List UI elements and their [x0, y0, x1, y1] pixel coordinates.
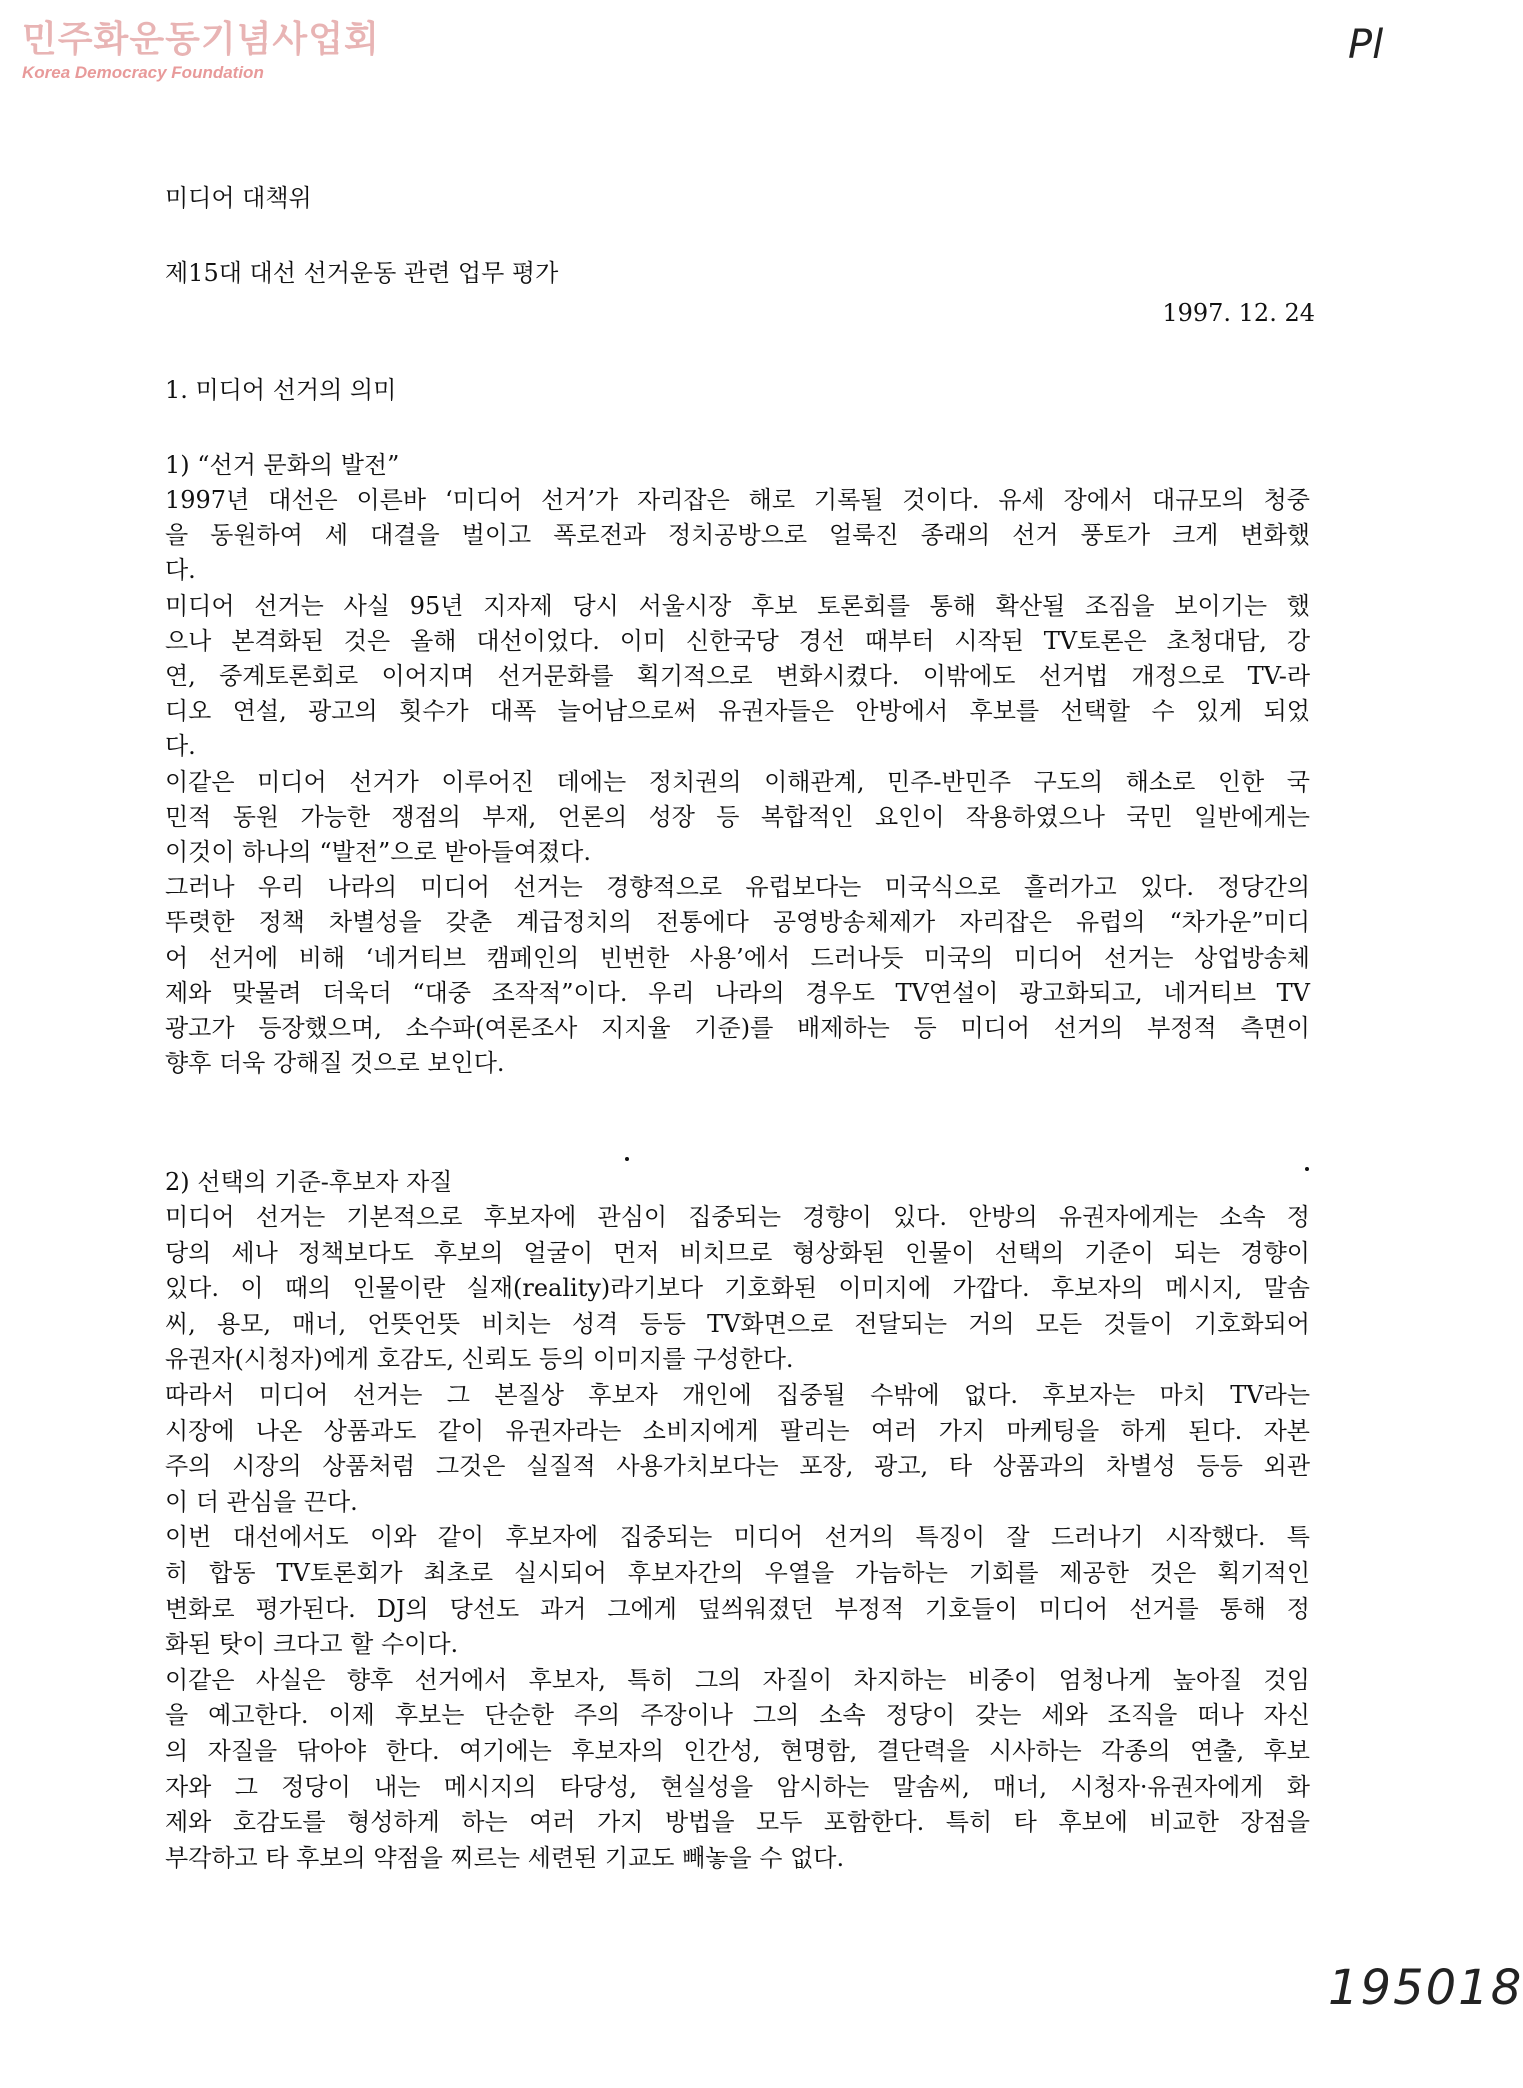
paragraph-line: 이같은 사실은 향후 선거에서 후보자, 특히 그의 자질이 차지하는 비중이 엄청나게 높아질 것임 [165, 1665, 1310, 1694]
paragraph-line: 이번 대선에서도 이와 같이 후보자에 집중되는 미디어 선거의 특징이 잘 드러나기 시작했다. 특 [165, 1523, 1310, 1552]
paragraph-line: 으나 본격화된 것은 올해 대선이었다. 이미 신한국당 경선 때부터 시작된 TV토론은 초청대담, 강 [165, 626, 1310, 655]
document-dept: 미디어 대책위 [165, 184, 312, 212]
watermark-logo [22, 18, 380, 84]
paragraph-line: 화된 탓이 크다고 할 수이다. [165, 1630, 459, 1659]
scan-speck [625, 1157, 629, 1161]
paragraph-line: 뚜렷한 정책 차별성을 갖춘 계급정치의 전통에다 공영방송체제가 자리잡은 유럽의 “차가운”미디 [165, 908, 1310, 937]
paragraph-line: 히 합동 TV토론회가 최초로 실시되어 후보자간의 우열을 가늠하는 기회를 제공한 것은 획기적인 [165, 1559, 1310, 1587]
paragraph-line: 1997년 대선은 이른바 ‘미디어 선거’가 자리잡은 해로 기록될 것이다. 유세 장에서 대규모의 청중 [165, 486, 1310, 514]
paragraph-line: 따라서 미디어 선거는 그 본질상 후보자 개인에 집중될 수밖에 없다. 후보자는 마치 TV라는 [165, 1381, 1310, 1409]
sub1-heading: 1) “선거 문화의 발전” [165, 451, 400, 479]
paragraph-line: 을 예고한다. 이제 후보는 단순한 주의 주장이나 그의 소속 정당이 갖는 세와 조직을 떠나 자신 [165, 1701, 1310, 1730]
paragraph-line: 연, 중계토론회로 이어지며 선거문화를 획기적으로 변화시켰다. 이밖에도 선거법 개정으로 TV-라 [165, 662, 1310, 690]
paragraph-line: 이것이 하나의 “발전”으로 받아들여졌다. [165, 838, 591, 866]
paragraph-line: 유권자(시청자)에게 호감도, 신뢰도 등의 이미지를 구성한다. [165, 1345, 794, 1374]
paragraph-line: 미디어 선거는 사실 95년 지자제 당시 서울시장 후보 토론회를 통해 확산될 조짐을 보이기는 했 [165, 591, 1310, 620]
paragraph-line: 주의 시장의 상품처럼 그것은 실질적 사용가치보다는 포장, 광고, 타 상품과의 차별성 등등 외관 [165, 1452, 1310, 1481]
paragraph-line: 있다. 이 때의 인물이란 실재(reality)라기보다 기호화된 이미지에 가깝다. 후보자의 메시지, 말솜 [165, 1274, 1310, 1303]
watermark-english: Korea Democracy Foundation [22, 63, 264, 82]
sub2-heading: 2) 선택의 기준-후보자 자질 [165, 1168, 453, 1196]
paragraph-line: 시장에 나온 상품과도 같이 유권자라는 소비지에게 팔리는 여러 가지 마케팅을 하게 된다. 자본 [165, 1416, 1310, 1445]
handwritten-number-bottom: 195018 [1328, 1960, 1523, 2016]
paragraph-line: 민적 동원 가능한 쟁점의 부재, 언론의 성장 등 복합적인 요인이 작용하였으나 국민 일반에게는 [165, 802, 1310, 831]
paragraph-line: 미디어 선거는 기본적으로 후보자에 관심이 집중되는 경향이 있다. 안방의 유권자에게는 소속 정 [165, 1203, 1310, 1231]
section1-heading: 1. 미디어 선거의 의미 [165, 376, 397, 404]
paragraph-line: 그러나 우리 나라의 미디어 선거는 경향적으로 유럽보다는 미국식으로 흘러가고 있다. 정당간의 [165, 873, 1310, 902]
paragraph-line: 부각하고 타 후보의 약점을 찌르는 세련된 기교도 빼놓을 수 없다. [165, 1843, 845, 1872]
paragraph-line: 제와 호감도를 형성하게 하는 여러 가지 방법을 모두 포함한다. 특히 타 후보에 비교한 장점을 [165, 1808, 1310, 1837]
paragraph-line: 씨, 용모, 매너, 언뜻언뜻 비치는 성격 등등 TV화면으로 전달되는 거의 모든 것들이 기호화되어 [165, 1309, 1310, 1338]
watermark-korean: 민주화운동기념사업회 [22, 19, 380, 60]
paragraph-line: 의 자질을 닦아야 한다. 여기에는 후보자의 인간성, 현명함, 결단력을 시사하는 각종의 연출, 후보 [165, 1737, 1310, 1765]
paragraph-line: 어 선거에 비해 ‘네거티브 캠페인의 빈번한 사용’에서 드러나듯 미국의 미디어 선거는 상업방송체 [165, 943, 1310, 972]
paragraph-line: 당의 세나 정책보다도 후보의 얼굴이 먼저 비치므로 형상화된 인물이 선택의 기준이 되는 경향이 [165, 1238, 1310, 1267]
paragraph-line: 이 더 관심을 끈다. [165, 1487, 358, 1516]
paragraph-line: 제와 맞물려 더욱더 “대중 조작적”이다. 우리 나라의 경우도 TV연설이 광고화되고, 네거티브 TV [165, 978, 1310, 1007]
paragraph-line: 자와 그 정당이 내는 메시지의 타당성, 현실성을 암시하는 말솜씨, 매너, 시청자·유권자에게 화 [165, 1772, 1310, 1801]
paragraph-line: 다. [165, 556, 196, 585]
handwritten-mark-top: Pl [1348, 22, 1384, 68]
paragraph-line: 변화로 평가된다. DJ의 당선도 과거 그에게 덮씌워졌던 부정적 기호들이 미디어 선거를 통해 정 [165, 1594, 1310, 1623]
paragraph-line: 광고가 등장했으며, 소수파(여론조사 지지율 기준)를 배제하는 등 미디어 선거의 부정적 측면이 [165, 1014, 1310, 1042]
document-title: 제15대 대선 선거운동 관련 업무 평가 [165, 259, 559, 287]
paragraph-line: 향후 더욱 강해질 것으로 보인다. [165, 1049, 505, 1078]
scan-speck [1305, 1167, 1309, 1171]
paragraph-line: 디오 연설, 광고의 횟수가 대폭 늘어남으로써 유권자들은 안방에서 후보를 선택할 수 있게 되었 [165, 697, 1310, 726]
paragraph-line: 이같은 미디어 선거가 이루어진 데에는 정치권의 이해관계, 민주-반민주 구도의 해소로 인한 국 [165, 767, 1310, 796]
paragraph-line: 을 동원하여 세 대결을 벌이고 폭로전과 정치공방으로 얼룩진 종래의 선거 풍토가 크게 변화했 [165, 521, 1310, 550]
paragraph-line: 다. [165, 732, 196, 761]
document-date: 1997. 12. 24 [1162, 299, 1315, 327]
